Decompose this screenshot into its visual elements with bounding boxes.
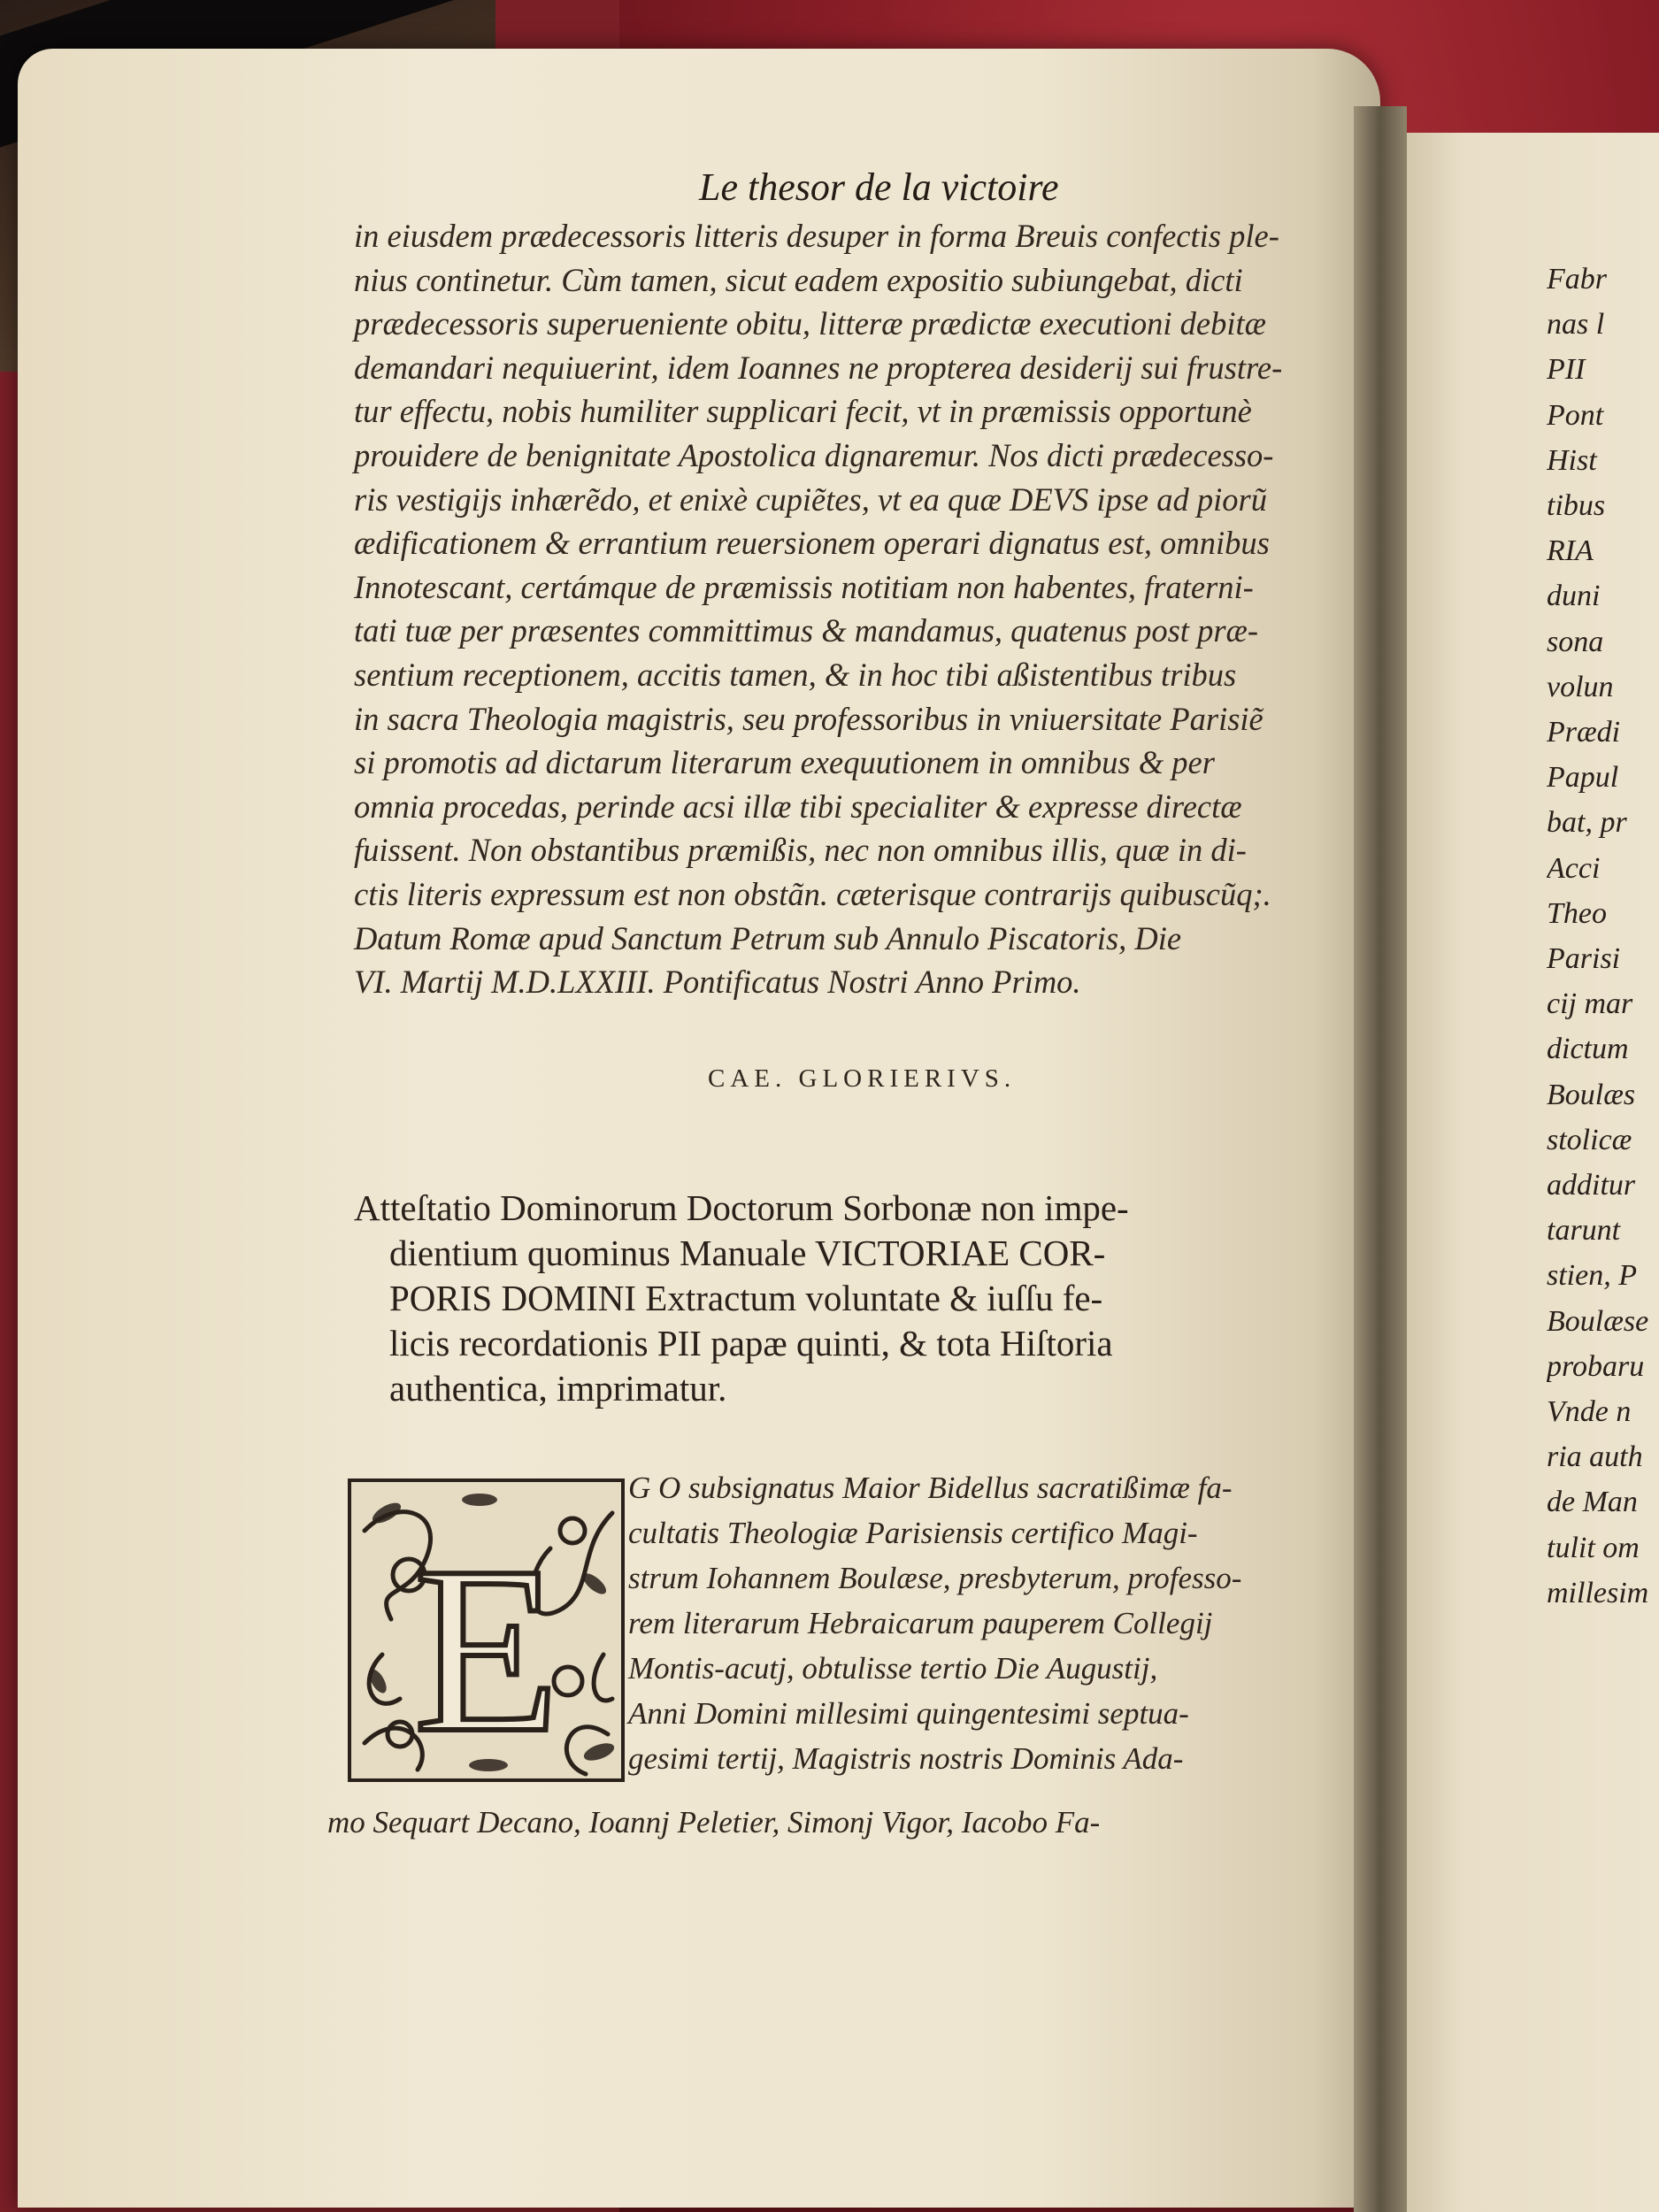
right-page-line-fragment: Vnde n — [1547, 1395, 1632, 1429]
right-page-line-fragment: nas l — [1547, 308, 1605, 342]
drop-cap-ornament-icon — [347, 1478, 626, 1783]
certificate-line: G O subsignatus Maior Bidellus sacratißimæ fa- — [628, 1471, 1233, 1505]
right-page-line-fragment: Pont — [1547, 398, 1604, 432]
right-page-line-fragment: Prædi — [1547, 716, 1621, 749]
right-page-line-fragment: tibus — [1547, 489, 1606, 523]
certificate-line: rem literarum Hebraicarum pauperem Collegij — [628, 1606, 1213, 1640]
body-text-line: sentium receptionem, accitis tamen, & in hoc tibi aßistentibus tribus — [354, 656, 1237, 693]
right-page-line-fragment: tulit om — [1547, 1531, 1640, 1564]
book-gutter — [1354, 106, 1407, 2212]
body-text-line: ris vestigijs inhærẽdo, et enixè cupiẽtes, vt ea quæ DEVS ipse ad piorũ — [354, 480, 1267, 518]
right-page-line-fragment: Fabr — [1547, 263, 1607, 296]
right-page-line-fragment: PII — [1547, 353, 1586, 387]
signature-line: CAE. GLORIERIVS. — [708, 1064, 1017, 1093]
body-text-line: Innotescant, certámque de præmissis notitiam non habentes, fraterni- — [354, 568, 1254, 605]
right-page-line-fragment: tarunt — [1547, 1214, 1621, 1248]
certificate-line: Anni Domini millesimi quingentesimi septua- — [628, 1696, 1189, 1731]
heading-line: authentica, imprimatur. — [389, 1368, 727, 1409]
certificate-paragraph — [628, 1465, 1318, 1781]
right-page-line-fragment: sona — [1547, 625, 1604, 658]
body-text-line: in sacra Theologia magistris, seu professoribus in vniuersitate Parisiẽ — [354, 700, 1263, 737]
heading-line: licis recordationis PII papæ quinti, & tota Hiſtoria — [389, 1323, 1113, 1363]
right-page-line-fragment: de Man — [1547, 1486, 1638, 1519]
right-page-line-fragment: ria auth — [1547, 1440, 1643, 1474]
heading-line: Atteſtatio Dominorum Doctorum Sorbonæ non impe- — [354, 1187, 1129, 1228]
right-page-line-fragment: stien, P — [1547, 1259, 1637, 1293]
right-page-line-fragment: RIA — [1547, 534, 1594, 568]
body-text-line: ædificationem & errantium reuersionem operari dignatus est, omnibus — [354, 525, 1270, 562]
heading-line: PORIS DOMINI Extractum voluntate & iuſſu fe- — [389, 1278, 1103, 1318]
body-text-line: Datum Romæ apud Sanctum Petrum sub Annulo Piscatoris, Die — [354, 919, 1182, 956]
body-text-line: omnia procedas, perinde acsi illæ tibi specialiter & expresse directæ — [354, 787, 1242, 825]
right-page-line-fragment: Boulæse — [1547, 1304, 1649, 1338]
right-page-line-fragment: millesim — [1547, 1576, 1649, 1609]
right-page-line-fragment: Boulæs — [1547, 1078, 1636, 1111]
decree-body-text — [354, 214, 1336, 1004]
right-page-text-fragments — [1547, 257, 1659, 1616]
right-page-line-fragment: duni — [1547, 580, 1601, 613]
right-page-line-fragment: cij mar — [1547, 987, 1633, 1021]
right-page-line-fragment: Hist — [1547, 443, 1597, 477]
body-text-line: prædecessoris superueniente obitu, litteræ prædictæ executioni debitæ — [354, 305, 1267, 342]
right-page-line-fragment: dictum — [1547, 1033, 1629, 1066]
body-text-line: ctis literis expressum est non obstãn. cæterisque contrarijs quibuscũq;. — [354, 875, 1271, 912]
body-text-line: tati tuæ per præsentes committimus & mandamus, quatenus post præ- — [354, 612, 1259, 649]
running-head: Le thesor de la victoire — [699, 165, 1059, 209]
body-text-line: demandari nequiuerint, idem Ioannes ne propterea desiderij sui frustre- — [354, 349, 1283, 386]
right-page-line-fragment: additur — [1547, 1169, 1636, 1202]
body-text-line: tur effectu, nobis humiliter supplicari fecit, vt in præmissis opportunè — [354, 393, 1252, 430]
right-page-line-fragment: Parisi — [1547, 942, 1621, 976]
attestation-heading — [354, 1186, 1336, 1411]
body-text-line: in eiusdem prædecessoris litteris desuper in forma Breuis confectis ple- — [354, 218, 1279, 254]
right-page-line-fragment: Papul — [1547, 761, 1619, 795]
drop-cap-letter: E — [413, 1517, 560, 1782]
body-text-line: si promotis ad dictarum literarum exequutionem in omnibus & per — [354, 744, 1215, 781]
heading-line: dientium quominus Manuale VICTORIAE COR- — [389, 1233, 1106, 1273]
right-page-line-fragment: bat, pr — [1547, 806, 1627, 840]
right-page-line-fragment: stolicæ — [1547, 1123, 1632, 1156]
body-text-line: prouidere de benignitate Apostolica dignaremur. Nos dicti prædecesso- — [354, 436, 1274, 473]
certificate-line: strum Iohannem Boulæse, presbyterum, professo- — [628, 1561, 1242, 1595]
body-text-line: fuissent. Non obstantibus præmißis, nec non omnibus illis, quæ in di- — [354, 832, 1247, 869]
body-text-line: nius continetur. Cùm tamen, sicut eadem expositio subiungebat, dicti — [354, 261, 1243, 298]
ornamental-drop-cap — [347, 1478, 626, 1783]
right-page-line-fragment: probaru — [1547, 1349, 1645, 1383]
body-text-line: VI. Martij M.D.LXXIII. Pontificatus Nostri Anno Primo. — [354, 964, 1081, 1001]
right-page-line-fragment: volun — [1547, 670, 1614, 703]
certificate-line: cultatis Theologiæ Parisiensis certifico Magi- — [628, 1516, 1198, 1550]
right-page-line-fragment: Acci — [1547, 851, 1601, 885]
right-page-line-fragment: Theo — [1547, 896, 1607, 930]
certificate-line: gesimi tertij, Magistris nostris Dominis Ada- — [628, 1741, 1184, 1776]
certificate-paragraph-last-line: mo Sequart Decano, Ioannj Peletier, Simonj Vigor, Iacobo Fa- — [327, 1805, 1101, 1839]
certificate-line: Montis-acutj, obtulisse tertio Die Augustij, — [628, 1651, 1158, 1686]
